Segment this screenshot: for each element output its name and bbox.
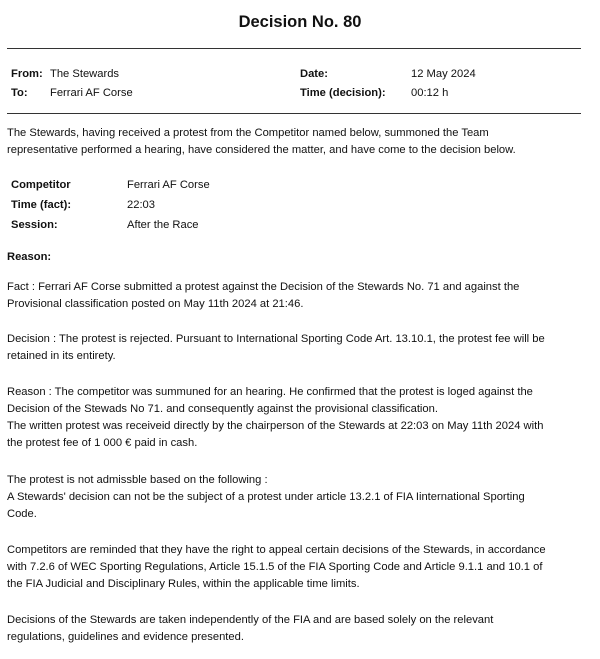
fact-line: Provisional classification posted on May 11th 2024 at 21:46. (7, 298, 304, 310)
top-rule (7, 48, 581, 49)
session-label: Session: (11, 219, 58, 231)
time-fact-value: 22:03 (127, 199, 155, 211)
reason-line: the protest fee of 1 000 € paid in cash. (7, 437, 198, 449)
intro-line: The Stewards, having received a protest from the Competitor named below, summoned the Team (7, 127, 489, 139)
admissible-paragraph (7, 472, 587, 523)
competitor-label: Competitor (11, 179, 71, 191)
decision-line: Decision : The protest is rejected. Pursuant to International Sporting Code Art. 13.10.1, the protest fee will be (7, 333, 545, 345)
intro-line: representative performed a hearing, have considered the matter, and have come to the decision below. (7, 144, 516, 156)
appeal-line: with 7.2.6 of WEC Sporting Regulations, Article 15.1.5 of the FIA Sporting Code and Article 9.1.1 and 10.1 of (7, 561, 543, 573)
decision-line: retained in its entirety. (7, 350, 116, 362)
to-value: Ferrari AF Corse (50, 87, 133, 99)
independence-line: regulations, guidelines and evidence presented. (7, 631, 244, 643)
admissible-line: Code. (7, 508, 37, 520)
admissible-line: A Stewards' decision can not be the subject of a protest under article 13.2.1 of FIA Iinternational Sporting (7, 491, 525, 503)
date-value: 12 May 2024 (411, 68, 476, 80)
intro-paragraph (7, 125, 587, 159)
appeal-line: the FIA Judicial and Disciplinary Rules, within the applicable time limits. (7, 578, 360, 590)
date-label: Date: (300, 68, 328, 80)
session-value: After the Race (127, 219, 199, 231)
from-label: From: (11, 68, 43, 80)
fact-paragraph (7, 279, 587, 313)
appeal-paragraph (7, 542, 587, 593)
to-label: To: (11, 87, 28, 99)
appeal-line: Competitors are reminded that they have the right to appeal certain decisions of the Stewards, in accordance (7, 544, 546, 556)
admissible-line: The protest is not admissble based on the following : (7, 474, 268, 486)
from-value: The Stewards (50, 68, 120, 80)
fact-line: Fact : Ferrari AF Corse submitted a protest against the Decision of the Stewards No. 71 and against the (7, 281, 520, 293)
reason-paragraph (7, 384, 587, 452)
reason-line: Decision of the Stewads No 71. and consequently against the provisional classification. (7, 403, 438, 415)
time-decision-label: Time (decision): (300, 87, 386, 99)
time-fact-label: Time (fact): (11, 199, 72, 211)
header-bottom-rule (7, 113, 581, 114)
time-decision-value: 00:12 h (411, 87, 449, 99)
independence-paragraph (7, 612, 587, 646)
competitor-value: Ferrari AF Corse (127, 179, 210, 191)
reason-line: Reason : The competitor was summuned for an hearing. He confirmed that the protest is loged against the (7, 386, 533, 398)
independence-line: Decisions of the Stewards are taken independently of the FIA and are based solely on the relevant (7, 614, 494, 626)
reason-line: The written protest was receiveid directly by the chairperson of the Stewards at 22:03 on May 11th 2024 with (7, 420, 544, 432)
decision-paragraph (7, 331, 587, 365)
reason-heading: Reason: (7, 251, 52, 263)
decision-title: Decision No. 80 (238, 13, 362, 31)
